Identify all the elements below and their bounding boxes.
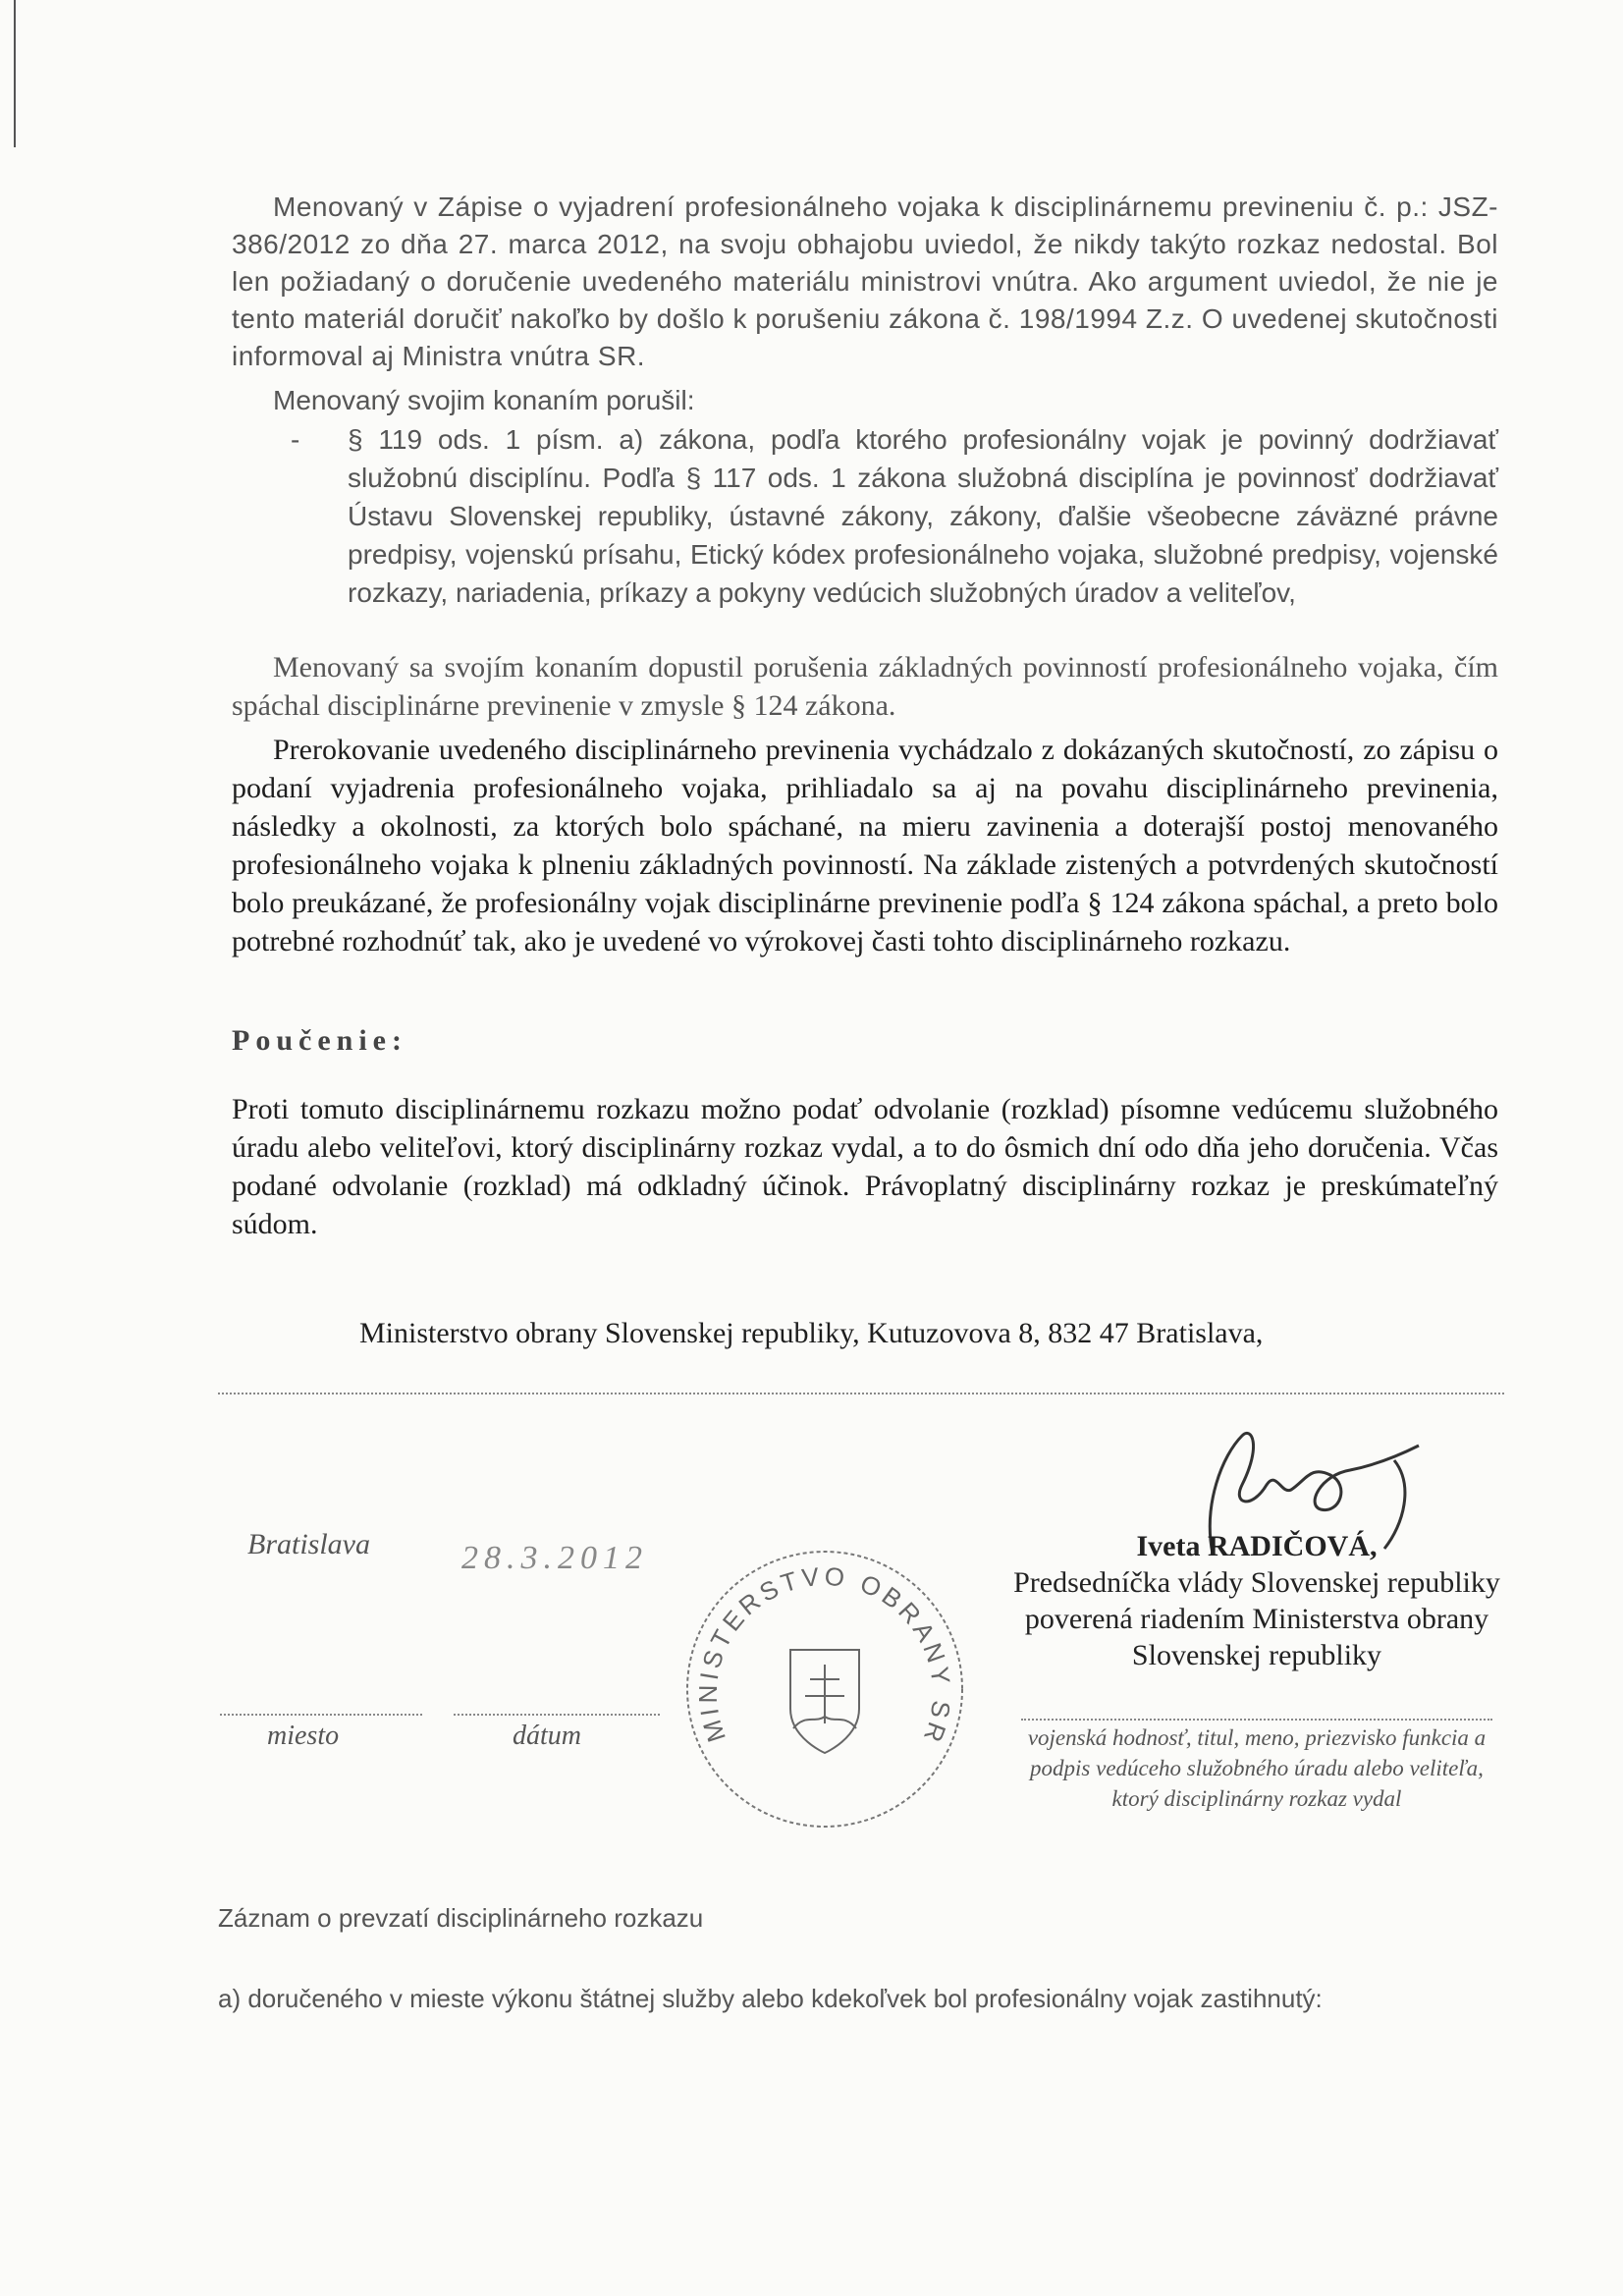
instruction-heading: Poučenie: — [232, 1024, 407, 1057]
signatory-caption: vojenská hodnosť, titul, meno, priezvisko funkcia a podpis vedúceho služobného úradu alebo veliteľa, ktorý disciplinárny rozkaz vydal — [1027, 1725, 1487, 1811]
list-dash: - — [291, 424, 300, 455]
place-line — [220, 1714, 422, 1716]
scan-edge — [0, 0, 16, 147]
ministry-address: Ministerstvo obrany Slovenskej republiky, Kutuzovova 8, 832 47 Bratislava, — [359, 1317, 1264, 1349]
ministry-stamp — [677, 1542, 972, 1836]
date-line — [454, 1714, 660, 1716]
receipt-record-item-a: a) doručeného v mieste výkonu štátnej služby alebo kdekoľvek bol profesionálny vojak zastihnutý: — [218, 1984, 1323, 2013]
signatory-name: Iveta RADIČOVÁ, — [1136, 1530, 1378, 1562]
paragraph-instruction: Proti tomuto disciplinárnemu rozkazu možno podať odvolanie (rozklad) písomne vedúcemu služobného úradu alebo veliteľovi, ktorý disciplinárny rozkaz vydal, a to do ôsmich dní odo dňa jeho doručenia. Včas podané odvolanie (rozklad) má odkladný účinok. Právoplatný disciplinárny rozkaz je preskúmateľný súdom. — [232, 1093, 1498, 1240]
date-caption: dátum — [513, 1721, 581, 1751]
separator-line — [218, 1393, 1504, 1394]
violation-list-item — [291, 420, 1498, 612]
place-caption: miesto — [267, 1721, 340, 1751]
place-value: Bratislava — [247, 1528, 370, 1560]
paragraph-violation-intro: Menovaný svojim konaním porušil: — [273, 385, 695, 415]
receipt-record-title: Záznam o prevzatí disciplinárneho rozkazu — [218, 1903, 704, 1933]
signatory — [1011, 1528, 1502, 1673]
signatory-title: Predsedníčka vlády Slovenskej republiky poverená riadením Ministerstva obrany Slovenskej republiky — [1013, 1566, 1500, 1671]
stamp-text: MINISTERSTVO OBRANY SR — [692, 1560, 957, 1750]
violation-text: § 119 ods. 1 písm. a) zákona, podľa ktorého profesionálny vojak je povinný dodržiavať služobnú disciplínu. Podľa § 117 ods. 1 zákona služobná disciplína je povinnosť dodržiavať Ústavu Slovenskej republiky, ústavné zákony, zákony, ďalšie všeobecne záväzné právne predpisy, vojenskú prísahu, Etický kódex profesionálneho vojaka, služobné predpisy, vojenské rozkazy, nariadenia, príkazy a pokyny vedúcich služobných úradov a veliteľov, — [348, 424, 1498, 608]
paragraph-offense: Menovaný sa svojím konaním dopustil porušenia základných povinností profesionálneho vojaka, čím spáchal disciplinárne previnenie v zmysle § 124 zákona. — [232, 651, 1498, 722]
paragraph-defense: Menovaný v Zápise o vyjadrení profesionálneho vojaka k disciplinárnemu previneniu č. p.: JSZ-386/2012 zo dňa 27. marca 2012, na svoju obhajobu uviedol, že nikdy takýto rozkaz nedostal. Bol len požiadaný o doručenie uvedeného materiálu ministrovi vnútra. Ako argument uviedol, že nie je tento materiál doručiť nakoľko by došlo k porušeniu zákona č. 198/1994 Z.z. O uvedenej skutočnosti informoval aj Ministra vnútra SR. — [232, 191, 1498, 371]
signatory-line — [1021, 1719, 1492, 1721]
paragraph-deliberation: Prerokovanie uvedeného disciplinárneho previnenia vychádzalo z dokázaných skutočností, zo zápisu o podaní vyjadrenia profesionálneho vojaka, prihliadalo sa aj na povahu disciplinárneho previnenia, následky a okolnosti, za ktorých bolo spáchané, na mieru zavinenia a doterajší postoj menovaného profesionálneho vojaka k plneniu základných povinností. Na základe zistených a potvrdených skutočností bolo preukázané, že profesionálny vojak disciplinárne previnenie podľa § 124 zákona spáchal, a preto bolo potrebné rozhodnúť tak, ako je uvedené vo výrokovej časti tohto disciplinárneho rozkazu. — [232, 734, 1498, 957]
date-value: 28.3.2012 — [461, 1540, 648, 1576]
